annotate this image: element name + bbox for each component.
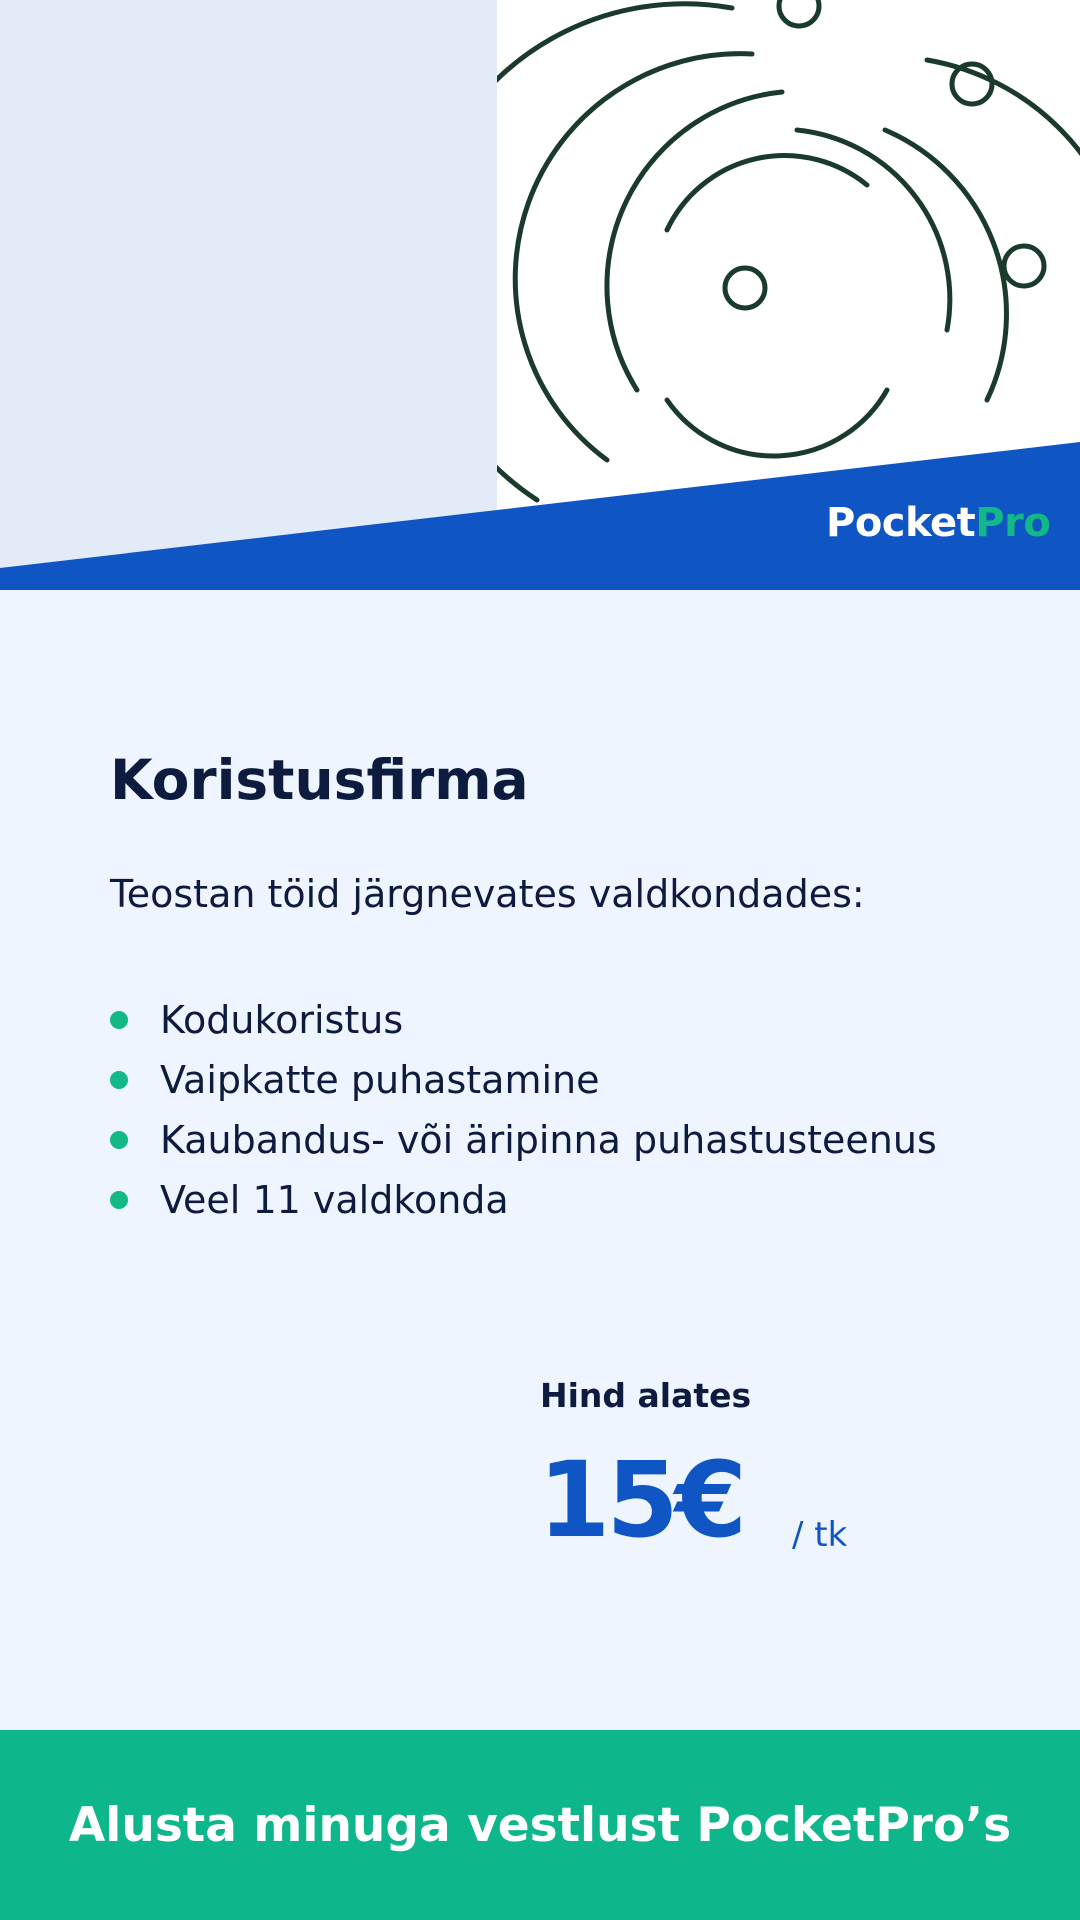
bullet-dot-icon bbox=[110, 1191, 128, 1209]
start-chat-button[interactable]: Alusta minuga vestlust PocketPro’s bbox=[0, 1730, 1080, 1920]
price-label: Hind alates bbox=[540, 1376, 752, 1415]
service-label: Vaipkatte puhastamine bbox=[160, 1058, 600, 1102]
bullet-dot-icon bbox=[110, 1011, 128, 1029]
price-value: 15€ bbox=[538, 1439, 744, 1561]
price-unit: / tk bbox=[792, 1515, 848, 1555]
list-item bbox=[110, 1170, 937, 1230]
hero-banner bbox=[0, 0, 1080, 590]
pocketpro-logo bbox=[826, 500, 1050, 546]
bullet-dot-icon bbox=[110, 1071, 128, 1089]
logo-part-pocket: Pocket bbox=[826, 500, 976, 546]
list-item bbox=[110, 1050, 937, 1110]
service-label: Kaubandus- või äripinna puhastusteenus bbox=[160, 1118, 937, 1162]
services-list bbox=[110, 990, 937, 1230]
logo-part-pro: Pro bbox=[975, 500, 1051, 546]
service-label: Kodukoristus bbox=[160, 998, 404, 1042]
bullet-dot-icon bbox=[110, 1131, 128, 1149]
service-label: Veel 11 valdkonda bbox=[160, 1178, 509, 1222]
page-title: Koristusfirma bbox=[110, 748, 529, 812]
list-item bbox=[110, 1110, 937, 1170]
intro-text: Teostan töid järgnevates valdkondades: bbox=[110, 872, 865, 916]
list-item bbox=[110, 990, 937, 1050]
